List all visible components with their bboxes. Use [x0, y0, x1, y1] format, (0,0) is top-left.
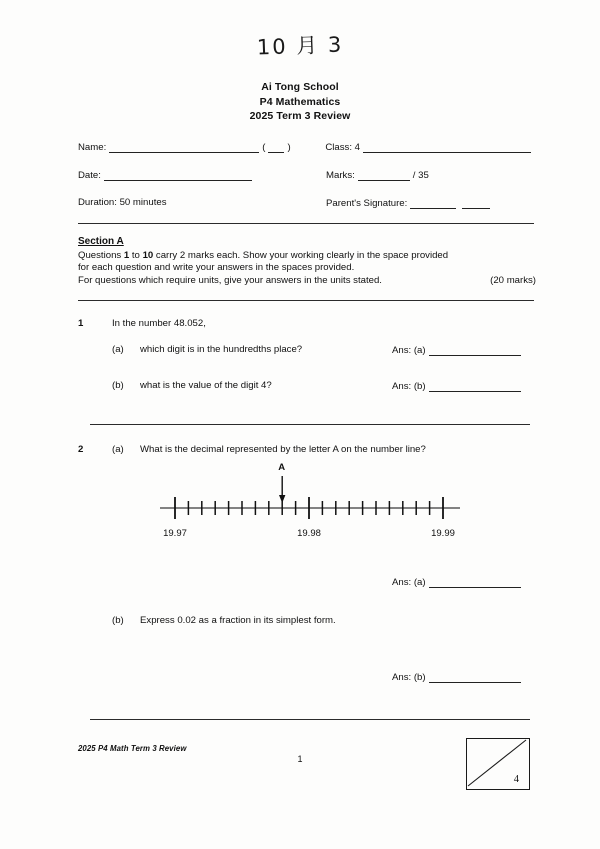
particulars-row-2 — [78, 169, 534, 197]
class-label: Class: 4 — [325, 142, 360, 153]
question-1a-answer-line[interactable] — [429, 344, 521, 356]
svg-text:19.99: 19.99 — [431, 528, 455, 539]
question-1a-text: which digit is in the hundredths place? — [140, 344, 303, 355]
number-line-svg — [150, 462, 470, 540]
question-2-divider — [90, 719, 530, 720]
particulars-row-3 — [78, 197, 534, 225]
section-a-marks: (20 marks) — [490, 274, 536, 286]
signature-input-line[interactable] — [410, 197, 456, 209]
question-2b-text: Express 0.02 as a fraction in its simplest form. — [140, 615, 336, 626]
particulars-block — [78, 141, 534, 225]
question-1a-answer-label: Ans: (a) — [392, 345, 426, 356]
question-1-number: 1 — [78, 318, 84, 329]
question-2a-answer[interactable] — [392, 576, 524, 588]
particulars-row-1 — [78, 141, 534, 169]
header-divider — [78, 223, 534, 224]
section-a-divider — [78, 300, 534, 301]
subject-name: P4 Mathematics — [259, 95, 341, 108]
question-2b-answer[interactable] — [392, 671, 524, 683]
instr-q-end: 10 — [142, 249, 154, 261]
question-2a-answer-label: Ans: (a) — [392, 577, 426, 588]
signature-input-line-2[interactable] — [462, 197, 490, 209]
question-1a-label: (a) — [112, 344, 124, 355]
score-box-value: 4 — [513, 774, 519, 785]
question-1-stem: In the number 48.052, — [112, 318, 206, 329]
instr-pre: Questions — [78, 249, 124, 261]
number-line-figure — [150, 462, 470, 540]
question-1b-label: (b) — [112, 380, 124, 391]
number-line-pointer-label: A — [278, 462, 286, 473]
index-input-line[interactable] — [268, 141, 284, 153]
name-label: Name: — [78, 142, 107, 153]
name-input-line[interactable] — [109, 141, 259, 153]
question-1a-answer[interactable] — [392, 344, 524, 356]
footer-document-name: 2025 P4 Math Term 3 Review — [78, 744, 187, 753]
school-name: Ai Tong School — [261, 81, 339, 93]
question-2-number: 2 — [78, 444, 84, 455]
index-paren-close: ) — [287, 142, 291, 153]
class-input-line[interactable] — [363, 141, 531, 153]
marks-field-group — [326, 169, 534, 181]
instr-mid: to — [129, 249, 143, 261]
instr-post: carry 2 marks each. Show your working clearly in the space provided — [153, 249, 449, 261]
question-2b-label: (b) — [112, 615, 124, 626]
question-2a-label: (a) — [112, 444, 124, 455]
question-1b-answer[interactable] — [392, 380, 524, 392]
marks-total-label: / 35 — [412, 170, 429, 181]
question-2b-answer-label: Ans: (b) — [392, 672, 426, 683]
document-header — [0, 80, 600, 124]
signature-field-group — [326, 197, 534, 209]
name-field-group — [78, 141, 325, 153]
footer-page-number: 1 — [297, 754, 303, 764]
section-a-line-3 — [78, 275, 536, 288]
duration-label: Duration: 50 minutes — [78, 197, 167, 208]
date-label: Date: — [78, 170, 101, 181]
question-1b-text: what is the value of the digit 4? — [140, 380, 272, 391]
handwritten-annotation: 10 月 3 — [256, 32, 344, 60]
question-1b-answer-label: Ans: (b) — [392, 381, 426, 392]
signature-label: Parent's Signature: — [326, 198, 408, 209]
section-a-heading: Section A — [78, 236, 124, 247]
index-paren-open: ( — [262, 142, 266, 153]
class-field-group — [325, 141, 534, 153]
marks-input-line[interactable] — [358, 169, 410, 181]
question-2b-answer-line[interactable] — [429, 671, 521, 683]
duration-group — [78, 197, 326, 208]
question-1b-answer-line[interactable] — [429, 380, 521, 392]
section-a-instructions — [78, 236, 536, 287]
date-field-group — [78, 169, 326, 181]
score-box — [466, 738, 530, 790]
marks-label: Marks: — [326, 170, 355, 181]
question-1-divider — [90, 424, 530, 425]
question-2a-answer-line[interactable] — [429, 576, 521, 588]
question-2a-text: What is the decimal represented by the letter A on the number line? — [140, 444, 426, 455]
date-input-line[interactable] — [104, 169, 252, 181]
svg-text:19.98: 19.98 — [297, 528, 321, 539]
paper-name: 2025 Term 3 Review — [249, 110, 351, 122]
section-a-line-1 — [78, 250, 536, 263]
section-a-line-2: for each question and write your answers in the spaces provided. — [78, 262, 355, 274]
instr-q-start: 1 — [123, 249, 130, 261]
svg-text:19.97: 19.97 — [163, 528, 187, 539]
instr-units: For questions which require units, give your answers in the units stated. — [78, 274, 382, 286]
